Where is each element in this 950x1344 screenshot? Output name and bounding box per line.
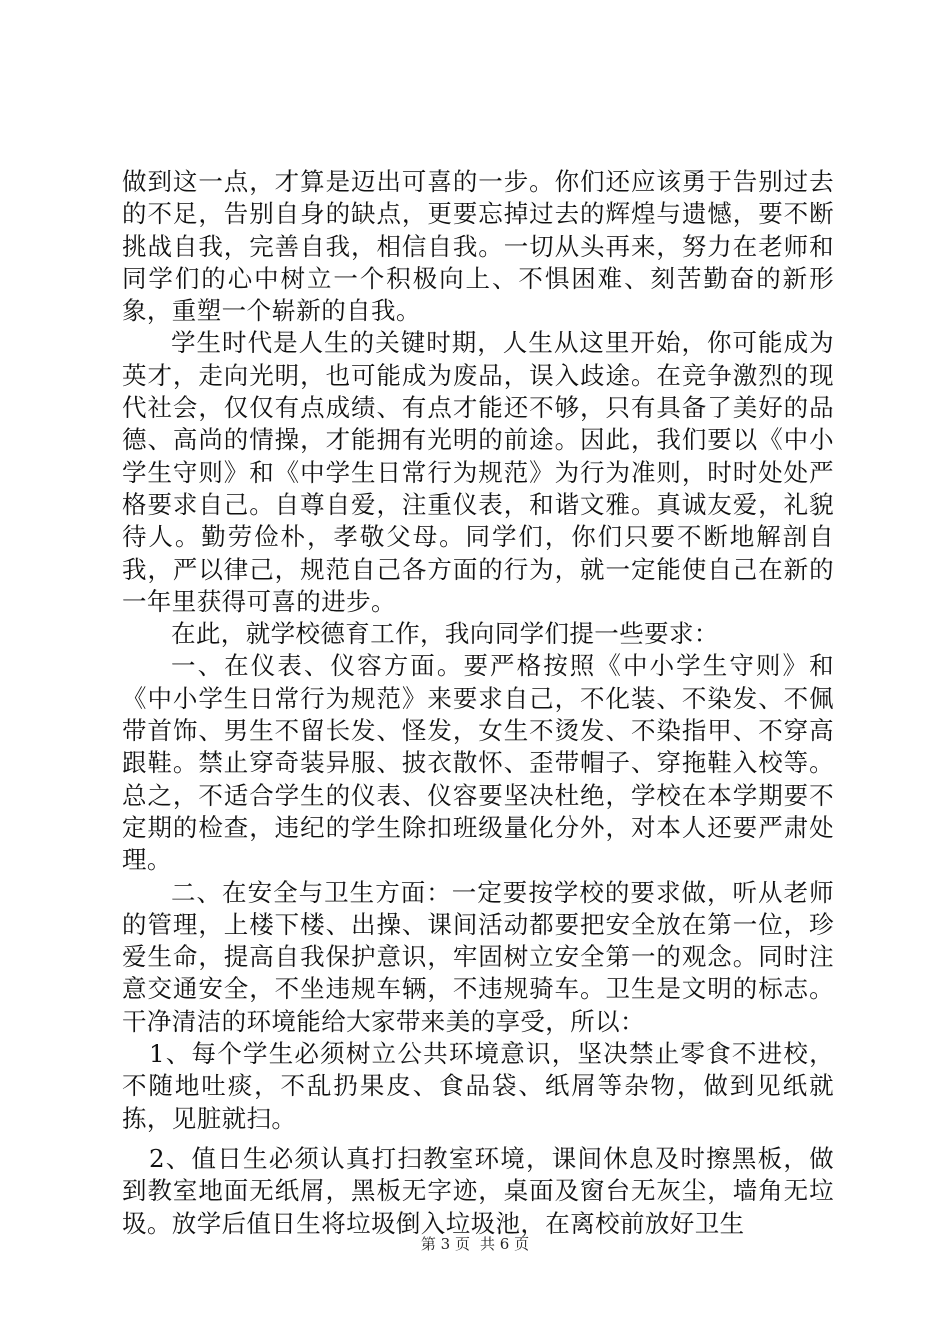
- page-footer: [0, 1233, 950, 1254]
- page-total: 共 6 页: [480, 1235, 530, 1253]
- paragraph-student-era: 学生时代是人生的关键时期，人生从这里开始，你可能成为英才，走向光明，也可能成为废品，误入歧途。在竞争激烈的现代社会，仅仅有点成绩、有点才能还不够，只有具备了美好的品德、高尚的情操，才能拥有光明的前途。因此，我们要以《中小学生守则》和《中学生日常行为规范》为行为准则，时时处处严格要求自己。自尊自爱，注重仪表，和谐文雅。真诚友爱，礼貌待人。勤劳俭朴，孝敬父母。同学们，你们只要不断地解剖自我，严以律己，规范自己各方面的行为，就一定能使自己在新的一年里获得可喜的进步。: [122, 328, 834, 616]
- page-number: 第 3 页: [420, 1235, 470, 1253]
- paragraph-continuation: 做到这一点，才算是迈出可喜的一步。你们还应该勇于告别过去的不足，告别自身的缺点，更要忘掉过去的辉煌与遗憾，要不断挑战自我，完善自我，相信自我。一切从头再来，努力在老师和同学们的心中树立一个积极向上、不惧困难、刻苦勤奋的新形象，重塑一个崭新的自我。: [122, 167, 834, 326]
- document-body: [122, 166, 834, 1240]
- paragraph-safety-hygiene: 二、在安全与卫生方面：一定要按学校的要求做，听从老师的管理，上楼下楼、出操、课间活动都要把安全放在第一位，珍爱生命，提高自我保护意识，牢固树立安全第一的观念。同时注意交通安全，不坐违规车辆，不违规骑车。卫生是文明的标志。干净清洁的环境能给大家带来美的享受，所以：: [122, 877, 834, 1036]
- paragraph-item-2: 2、值日生必须认真打扫教室环境，课间休息及时擦黑板，做到教室地面无纸屑，黑板无字迹，桌面及窗台无灰尘，墙角无垃圾。放学后值日生将垃圾倒入垃圾池，在离校前放好卫生: [122, 1143, 834, 1238]
- paragraph-appearance: 一、在仪表、仪容方面。要严格按照《中小学生守则》和《中小学生日常行为规范》来要求自己，不化装、不染发、不佩带首饰、男生不留长发、怪发，女生不烫发、不染指甲、不穿高跟鞋。禁止穿奇装异服、披衣散怀、歪带帽子、穿拖鞋入校等。总之，不适合学生的仪表、仪容要坚决杜绝，学校在本学期要不定期的检查，违纪的学生除扣班级量化分外，对本人还要严肃处理。: [122, 651, 834, 875]
- paragraph-item-1: 1、每个学生必须树立公共环境意识，坚决禁止零食不进校，不随地吐痰，不乱扔果皮、食品袋、纸屑等杂物，做到见纸就拣，见脏就扫。: [122, 1039, 834, 1133]
- paragraph-requirements-intro: 在此，就学校德育工作，我向同学们提一些要求：: [171, 619, 719, 649]
